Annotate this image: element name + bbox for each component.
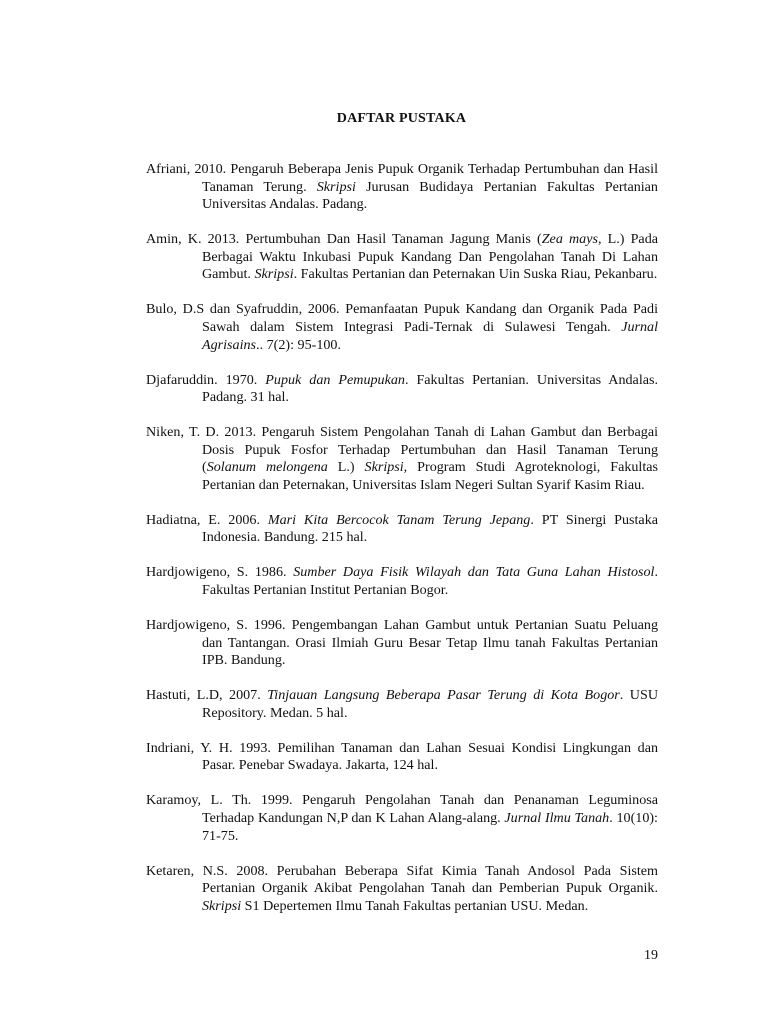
page-number: 19 [644,948,658,963]
reference-text: Hardjowigeno, S. 1996. Pengembangan Lahan Gambut untuk Pertanian Suatu Peluang dan Tantangan. Orasi Ilmiah Guru Besar Tetap Ilmu tanah Fakultas Pertanian IPB. Bandung. [146,617,658,669]
reference-text: Ketaren, N.S. 2008. Perubahan Beberapa Sifat Kimia Tanah Andosol Pada Sistem Pertanian Organik Akibat Pengolahan Tanah dan Pemberian Pupuk Organik. [146,862,658,897]
reference-text: Amin, K. 2013. Pertumbuhan Dan Hasil Tanaman Jagung Manis ( [146,231,542,248]
reference-italic-text: Skripsi [202,897,242,914]
reference-entry [146,424,658,494]
reference-entry [146,740,658,775]
reference-text: S1 Depertemen Ilmu Tanah Fakultas pertanian USU. Medan. [241,897,589,914]
reference-text: Niken, T. D. 2013. Pengaruh Sistem Pengolahan Tanah di Lahan Gambut dan Berbagai Dosis Pupuk Fosfor Terhadap Pertumbuhan dan Hasil Tanaman Terung ( [146,424,658,476]
reference-entry [146,687,658,722]
reference-italic-text: Sumber Daya Fisik Wilayah dan Tata Guna Lahan Histosol [293,564,655,581]
reference-text: . Fakultas Pertanian. Universitas Andalas. Padang. 31 hal. [202,371,658,406]
reference-text: Karamoy, L. Th. 1999. Pengaruh Pengolahan Tanah dan Penanaman Leguminosa Terhadap Kandungan N,P dan K Lahan Alang-alang. [146,792,658,826]
reference-italic-text: Jurnal Agrisains [202,318,658,353]
reference-entry [146,564,658,599]
reference-text: Indriani, Y. H. 1993. Pemilihan Tanaman dan Lahan Sesuai Kondisi Lingkungan dan Pasar. Penebar Swadaya. Jakarta, 124 hal. [146,739,658,774]
reference-entry [146,617,658,670]
reference-text: Hadiatna, E. 2006. [146,511,268,528]
reference-entry [146,792,658,845]
reference-text: Afriani, 2010. Pengaruh Beberapa Jenis Pupuk Organik Terhadap Pertumbuhan dan Hasil Tanaman Terung. [146,161,658,195]
reference-text: Bulo, D.S dan Syafruddin, 2006. Pemanfaatan Pupuk Kandang dan Organik Pada Padi Sawah dalam Sistem Integrasi Padi-Ternak di Sulawesi Tengah. [146,301,658,335]
reference-text: Program Studi Agroteknologi, Fakultas Pertanian dan Peternakan, Universitas Islam Negeri Sultan Syarif Kasim Riau. [202,459,658,493]
reference-italic-text: Skripsi, [364,459,408,476]
reference-text: Djafaruddin. 1970. [146,371,266,388]
reference-entry [146,372,658,407]
reference-text: L.) [327,459,365,476]
reference-italic-text: Jurnal Ilmu Tanah [504,809,610,826]
reference-entry [146,863,658,916]
reference-list [146,161,658,933]
reference-text: . Fakultas Pertanian Institut Pertanian Bogor. [202,564,658,599]
reference-italic-text: Solanum melongena [206,459,328,476]
reference-entry [146,231,658,284]
reference-entry [146,512,658,547]
reference-text: , L.) Pada Berbagai Waktu Inkubasi Pupuk Kandang Dan Pengolahan Tanah Di Lahan Gambut. [202,231,658,283]
page-title: DAFTAR PUSTAKA [336,111,467,126]
reference-italic-text: Zea mays [541,231,598,248]
reference-italic-text: Tinjauan Langsung Beberapa Pasar Terung di Kota Bogor [267,687,620,704]
reference-text: Hardjowigeno, S. 1986. [146,564,294,581]
reference-italic-text: Skripsi [316,178,356,195]
reference-text: Jurusan Budidaya Pertanian Fakultas Pertanian Universitas Andalas. Padang. [202,178,658,213]
reference-text: .. 7(2): 95-100. [256,336,341,353]
reference-italic-text: Skripsi [254,266,294,283]
reference-text: . 10(10): 71-75. [202,809,658,844]
reference-italic-text: Mari Kita Bercocok Tanam Terung Jepang [267,511,531,528]
reference-italic-text: Pupuk dan Pemupukan [265,371,405,388]
reference-entry [146,161,658,214]
reference-entry [146,301,658,354]
reference-text: . Fakultas Pertanian dan Peternakan Uin Suska Riau, Pekanbaru. [293,266,658,283]
reference-text: . PT Sinergi Pustaka Indonesia. Bandung. 215 hal. [202,511,658,546]
reference-text: Hastuti, L.D, 2007. [146,687,268,704]
reference-text: . USU Repository. Medan. 5 hal. [202,687,658,721]
